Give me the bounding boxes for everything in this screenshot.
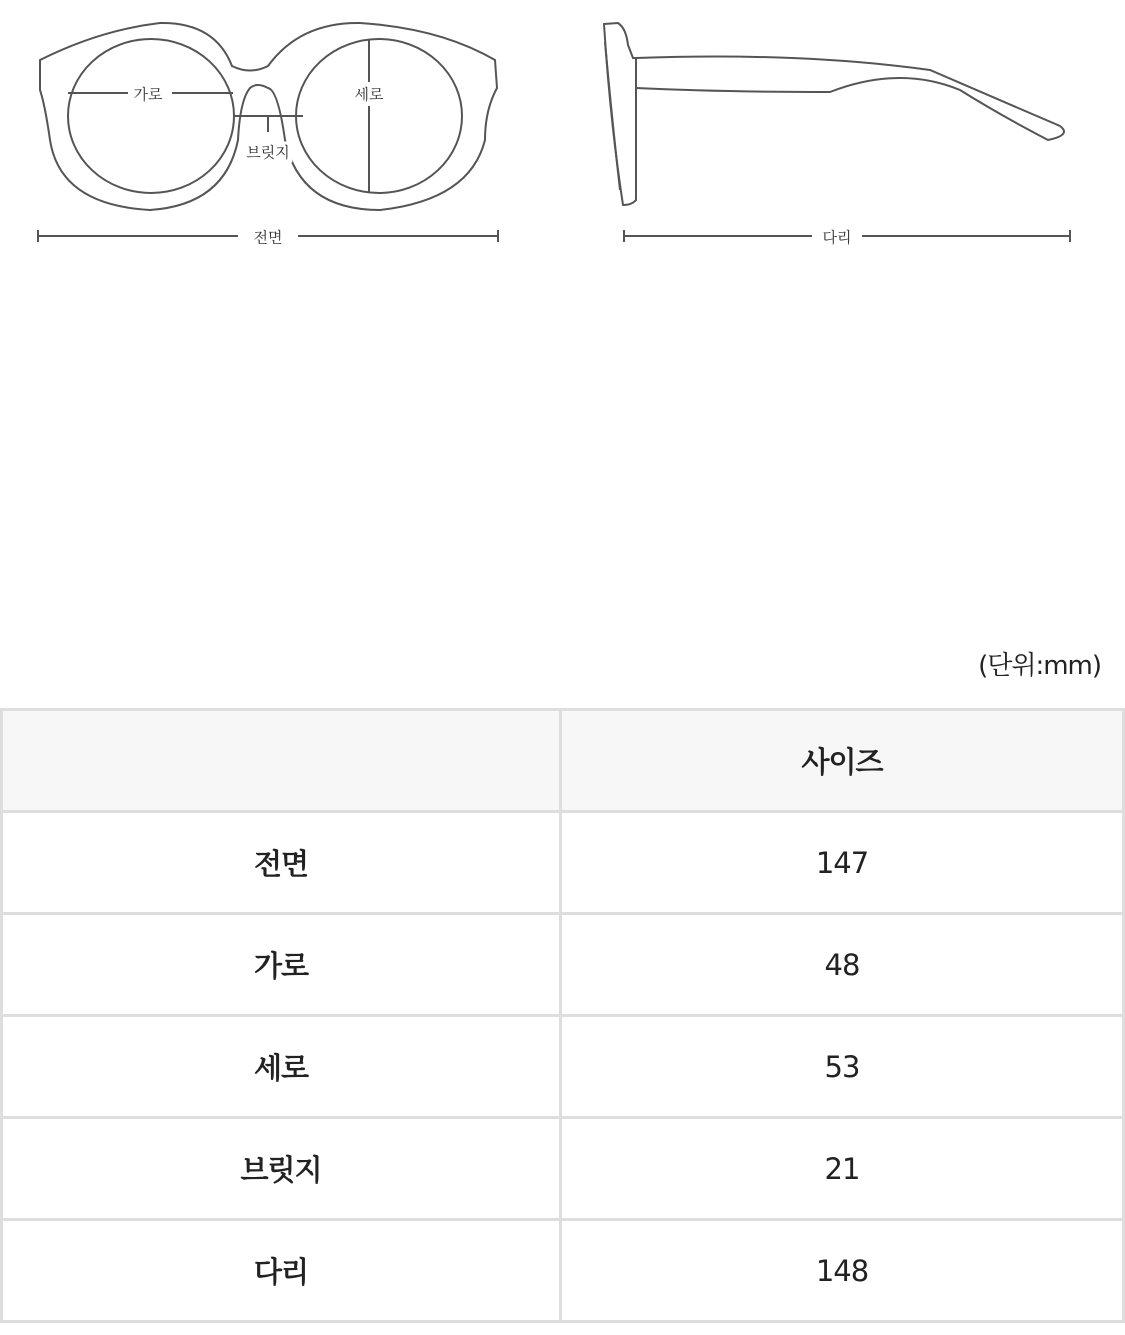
bridge-label: 브릿지	[243, 142, 292, 163]
table-row	[2, 1118, 1124, 1220]
row-value: 147	[561, 812, 1124, 914]
table-header-row	[2, 710, 1124, 812]
table-row	[2, 1220, 1124, 1322]
row-value: 48	[561, 914, 1124, 1016]
row-label: 브릿지	[2, 1118, 561, 1220]
row-label: 다리	[2, 1220, 561, 1322]
side-view-glasses	[604, 23, 1070, 242]
table-row	[2, 1016, 1124, 1118]
header-cell: 사이즈	[561, 710, 1124, 812]
header-cell	[2, 710, 561, 812]
size-table	[0, 708, 1125, 1323]
unit-label: (단위:mm)	[978, 651, 1101, 681]
glasses-diagram	[0, 0, 1125, 260]
row-value: 53	[561, 1016, 1124, 1118]
row-value: 21	[561, 1118, 1124, 1220]
row-label: 전면	[2, 812, 561, 914]
table-row	[2, 812, 1124, 914]
row-label: 세로	[2, 1016, 561, 1118]
front-label: 전면	[251, 227, 286, 248]
height-label: 세로	[352, 84, 387, 105]
row-value: 148	[561, 1220, 1124, 1322]
row-label: 가로	[2, 914, 561, 1016]
temple-label: 다리	[820, 227, 855, 248]
table-row	[2, 914, 1124, 1016]
width-label: 가로	[131, 84, 166, 105]
front-view-glasses	[38, 23, 498, 242]
